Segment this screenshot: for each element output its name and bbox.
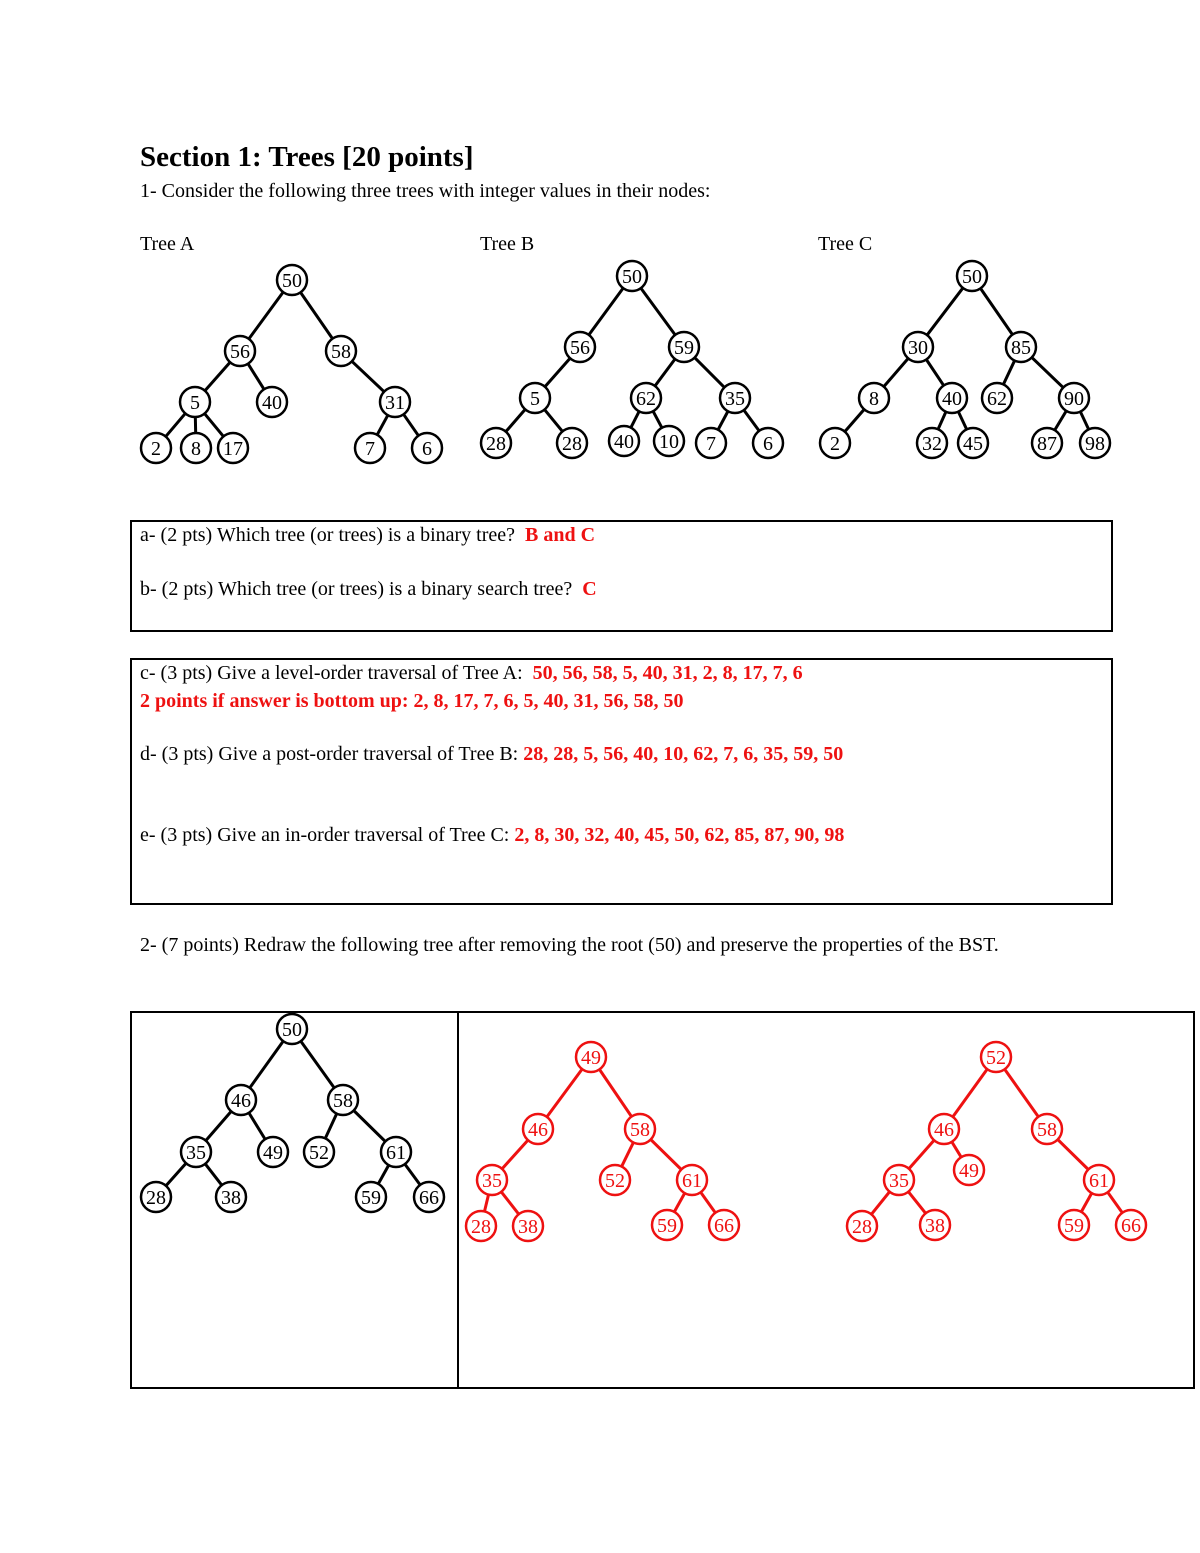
tree-edge <box>653 411 662 428</box>
tree-node-value: 35 <box>889 1170 909 1192</box>
tree-edge <box>952 1142 961 1157</box>
tree-node-value: 58 <box>1037 1119 1057 1141</box>
tree-a-diagram <box>141 265 442 463</box>
tree-node <box>937 383 967 413</box>
tree-node <box>903 332 933 362</box>
tree-edge <box>205 1164 222 1185</box>
tree-node-value: 17 <box>223 438 243 460</box>
tree-node <box>884 1165 914 1195</box>
question-e-answer: 2, 8, 30, 32, 40, 45, 50, 62, 85, 87, 90, 98 <box>514 824 845 846</box>
question-e-text: e- (3 pts) Give an in-order traversal of Tree C: <box>140 824 510 846</box>
tree-edge <box>249 1113 265 1139</box>
tree-edge <box>1003 361 1014 385</box>
tree-node <box>1059 383 1089 413</box>
tree-node <box>917 428 947 458</box>
tree-node <box>225 336 255 366</box>
tree-edge <box>589 288 623 335</box>
tree-node <box>600 1165 630 1195</box>
tree-edge <box>484 1195 488 1212</box>
tree-node-value: 61 <box>1089 1170 1109 1192</box>
question-a-answer: B and C <box>525 524 596 546</box>
tree-node-value: 7 <box>706 433 716 455</box>
tree-node-value: 38 <box>221 1187 241 1209</box>
tree-edge <box>1032 357 1063 387</box>
tree-node <box>1116 1210 1146 1240</box>
tree-node-value: 50 <box>622 266 642 288</box>
tree-node-value: 85 <box>1011 337 1031 359</box>
tree-edge <box>205 414 224 437</box>
tree-node <box>654 426 684 456</box>
tree-node <box>304 1137 334 1167</box>
tree-node-value: 40 <box>614 431 634 453</box>
tree-node <box>216 1182 246 1212</box>
question-b-text: b- (2 pts) Which tree (or trees) is a binary search tree? <box>140 578 573 600</box>
tree-node <box>258 1137 288 1167</box>
tree-node-value: 49 <box>959 1160 979 1182</box>
tree-edge <box>206 1111 231 1140</box>
tree-edge <box>622 1142 634 1166</box>
tree-node <box>226 1085 256 1115</box>
tree-a-label: Tree A <box>140 233 195 255</box>
tree-node <box>181 433 211 463</box>
tree-edge <box>502 1140 528 1169</box>
tree-edge <box>926 359 943 385</box>
tree-node <box>929 1114 959 1144</box>
tree-node-value: 90 <box>1064 388 1084 410</box>
tree-node <box>920 1210 950 1240</box>
tree-node <box>218 433 248 463</box>
tree-node-value: 66 <box>714 1215 734 1237</box>
question-1-prompt: 1- Consider the following three trees with integer values in their nodes: <box>140 180 711 202</box>
tree-edge <box>325 1114 336 1139</box>
tree-edge <box>545 410 563 432</box>
tree-node <box>565 332 595 362</box>
tree-edge <box>641 288 675 335</box>
bst-original-diagram <box>141 1014 444 1212</box>
tree-edge <box>547 1069 582 1117</box>
tree-node <box>753 428 783 458</box>
tree-node-value: 50 <box>962 266 982 288</box>
tree-edge <box>718 411 728 430</box>
tree-node-value: 59 <box>361 1187 381 1209</box>
tree-node <box>609 426 639 456</box>
tree-node <box>617 261 647 291</box>
bst-answer-2-diagram <box>847 1042 1146 1241</box>
tree-edge <box>674 1193 684 1212</box>
tree-node-value: 6 <box>763 433 773 455</box>
tree-node-value: 45 <box>963 433 983 455</box>
tree-edge <box>301 1041 334 1088</box>
tree-edge <box>1058 1140 1089 1170</box>
tree-edge <box>354 1111 386 1142</box>
tree-node <box>412 433 442 463</box>
tree-node <box>523 1114 553 1144</box>
tree-edge <box>695 358 725 388</box>
tree-node-value: 40 <box>942 388 962 410</box>
tree-edge <box>958 412 966 430</box>
tree-node <box>414 1182 444 1212</box>
tree-node <box>1080 428 1110 458</box>
tree-edge <box>205 362 230 391</box>
tree-edge <box>938 412 946 430</box>
tree-edge <box>655 359 675 386</box>
bst-answer-1-diagram <box>466 1042 739 1241</box>
tree-node-value: 58 <box>333 1090 353 1112</box>
tree-node-value: 35 <box>186 1142 206 1164</box>
tree-node <box>652 1210 682 1240</box>
tree-node <box>557 428 587 458</box>
tree-node-value: 8 <box>869 388 879 410</box>
tree-node <box>1059 1210 1089 1240</box>
tree-edge <box>250 1041 283 1088</box>
tree-node <box>820 428 850 458</box>
tree-node-value: 58 <box>630 1119 650 1141</box>
tree-node-value: 50 <box>282 270 302 292</box>
tree-node-value: 5 <box>190 392 200 414</box>
tree-node <box>957 261 987 291</box>
tree-node <box>466 1211 496 1241</box>
tree-edge <box>651 1140 682 1170</box>
tree-node-value: 5 <box>530 388 540 410</box>
tree-node-value: 98 <box>1085 433 1105 455</box>
tree-edge <box>909 1140 934 1169</box>
tree-edge <box>1108 1192 1123 1213</box>
tree-edge <box>599 1069 631 1116</box>
tree-node <box>520 383 550 413</box>
tree-node-value: 66 <box>1121 1215 1141 1237</box>
tree-node <box>1032 1114 1062 1144</box>
question-b-answer: C <box>582 578 597 600</box>
tree-node <box>958 428 988 458</box>
tree-node-value: 87 <box>1037 433 1057 455</box>
tree-node <box>481 428 511 458</box>
tree-node <box>141 433 171 463</box>
tree-edge <box>871 1192 889 1215</box>
tree-edge <box>378 1165 388 1184</box>
tree-node <box>677 1165 707 1195</box>
question-2-prompt: 2- (7 points) Redraw the following tree after removing the root (50) and preserve the properties of the BST. <box>140 934 999 956</box>
tree-edge <box>701 1192 716 1213</box>
tree-node <box>141 1182 171 1212</box>
tree-node <box>982 383 1012 413</box>
tree-node <box>954 1155 984 1185</box>
tree-node <box>326 336 356 366</box>
tree-node-value: 40 <box>262 392 282 414</box>
tree-node <box>720 383 750 413</box>
tree-edge <box>377 415 388 435</box>
question-c-text: c- (3 pts) Give a level-order traversal of Tree A: <box>140 662 523 684</box>
tree-node <box>1084 1165 1114 1195</box>
question-c-grading-note: 2 points if answer is bottom up: 2, 8, 17, 7, 6, 5, 40, 31, 56, 58, 50 <box>140 690 684 712</box>
tree-node <box>277 265 307 295</box>
tree-node-value: 58 <box>331 341 351 363</box>
tree-node-value: 46 <box>934 1119 954 1141</box>
tree-node-value: 52 <box>309 1142 329 1164</box>
tree-node-value: 46 <box>528 1119 548 1141</box>
tree-node <box>625 1114 655 1144</box>
tree-node <box>513 1211 543 1241</box>
tree-edge <box>953 1069 987 1117</box>
tree-node-value: 7 <box>365 438 375 460</box>
tree-node-value: 28 <box>852 1216 872 1238</box>
tree-edge <box>249 292 283 339</box>
tree-edge <box>166 413 186 436</box>
question-d-text: d- (3 pts) Give a post-order traversal of Tree B: <box>140 743 519 765</box>
tree-edge <box>545 358 570 387</box>
tree-edge <box>981 288 1013 334</box>
tree-c-label: Tree C <box>818 233 873 255</box>
tree-edge <box>1081 1193 1091 1212</box>
tree-edge <box>631 411 639 427</box>
tree-node <box>277 1014 307 1044</box>
tree-node <box>1032 428 1062 458</box>
tree-node-value: 28 <box>486 433 506 455</box>
tree-node <box>180 387 210 417</box>
tree-node-value: 6 <box>422 438 432 460</box>
tree-node <box>257 387 287 417</box>
question-c-answer: 50, 56, 58, 5, 40, 31, 2, 8, 17, 7, 6 <box>532 662 803 684</box>
tree-node-value: 8 <box>191 438 201 460</box>
tree-node-value: 38 <box>518 1216 538 1238</box>
tree-node-value: 61 <box>386 1142 406 1164</box>
tree-node-value: 38 <box>925 1215 945 1237</box>
tree-node-value: 59 <box>657 1215 677 1237</box>
tree-node-value: 28 <box>471 1216 491 1238</box>
tree-node-value: 46 <box>231 1090 251 1112</box>
tree-edge <box>1080 412 1088 430</box>
tree-edge <box>884 358 908 386</box>
tree-node-value: 59 <box>674 337 694 359</box>
tree-edge <box>301 292 333 338</box>
section-title: Section 1: Trees [20 points] <box>140 141 474 173</box>
question-d-answer: 28, 28, 5, 56, 40, 10, 62, 7, 6, 35, 59, 50 <box>523 743 844 765</box>
tree-node-value: 49 <box>581 1047 601 1069</box>
tree-node-value: 2 <box>830 433 840 455</box>
tree-node-value: 66 <box>419 1187 439 1209</box>
tree-edge <box>506 409 525 431</box>
tree-node <box>696 428 726 458</box>
tree-node-value: 62 <box>987 388 1007 410</box>
tree-edge <box>166 1163 186 1186</box>
tree-node <box>576 1042 606 1072</box>
tree-node-value: 61 <box>682 1170 702 1192</box>
tree-edge <box>927 288 963 335</box>
tree-edge <box>744 410 759 431</box>
question-a-text: a- (2 pts) Which tree (or trees) is a binary tree? <box>140 524 516 546</box>
tree-edge <box>908 1192 925 1214</box>
tree-node-value: 32 <box>922 433 942 455</box>
tree-node-value: 35 <box>482 1170 502 1192</box>
tree-edge <box>1055 411 1067 430</box>
tree-node <box>356 1182 386 1212</box>
tree-b-label: Tree B <box>480 233 535 255</box>
tree-node <box>981 1042 1011 1072</box>
tree-node-value: 28 <box>146 1187 166 1209</box>
tree-edge <box>1005 1069 1039 1117</box>
tree-node <box>847 1211 877 1241</box>
tree-node <box>381 1137 411 1167</box>
tree-node <box>380 387 410 417</box>
tree-node-value: 52 <box>986 1047 1006 1069</box>
tree-edge <box>404 414 419 435</box>
tree-node-value: 62 <box>636 388 656 410</box>
tree-node <box>1006 332 1036 362</box>
tree-node-value: 35 <box>725 388 745 410</box>
tree-node-value: 59 <box>1064 1215 1084 1237</box>
tree-node-value: 56 <box>230 341 250 363</box>
tree-node-value: 30 <box>908 337 928 359</box>
tree-node <box>709 1210 739 1240</box>
tree-node <box>631 383 661 413</box>
tree-edge <box>248 364 264 390</box>
tree-node <box>355 433 385 463</box>
tree-edge <box>405 1164 420 1185</box>
tree-edge <box>352 361 384 391</box>
tree-node-value: 49 <box>263 1142 283 1164</box>
tree-edge <box>845 409 864 431</box>
tree-node-value: 10 <box>659 431 679 453</box>
tree-node-value: 28 <box>562 433 582 455</box>
tree-b-diagram <box>481 261 783 458</box>
tree-node-value: 56 <box>570 337 590 359</box>
tree-node <box>328 1085 358 1115</box>
tree-node <box>859 383 889 413</box>
tree-node-value: 31 <box>385 392 405 414</box>
tree-node-value: 2 <box>151 438 161 460</box>
tree-c-diagram <box>820 261 1110 458</box>
tree-edge <box>501 1192 519 1214</box>
tree-node-value: 52 <box>605 1170 625 1192</box>
tree-node <box>477 1165 507 1195</box>
tree-node <box>669 332 699 362</box>
tree-node <box>181 1137 211 1167</box>
tree-node-value: 50 <box>282 1019 302 1041</box>
